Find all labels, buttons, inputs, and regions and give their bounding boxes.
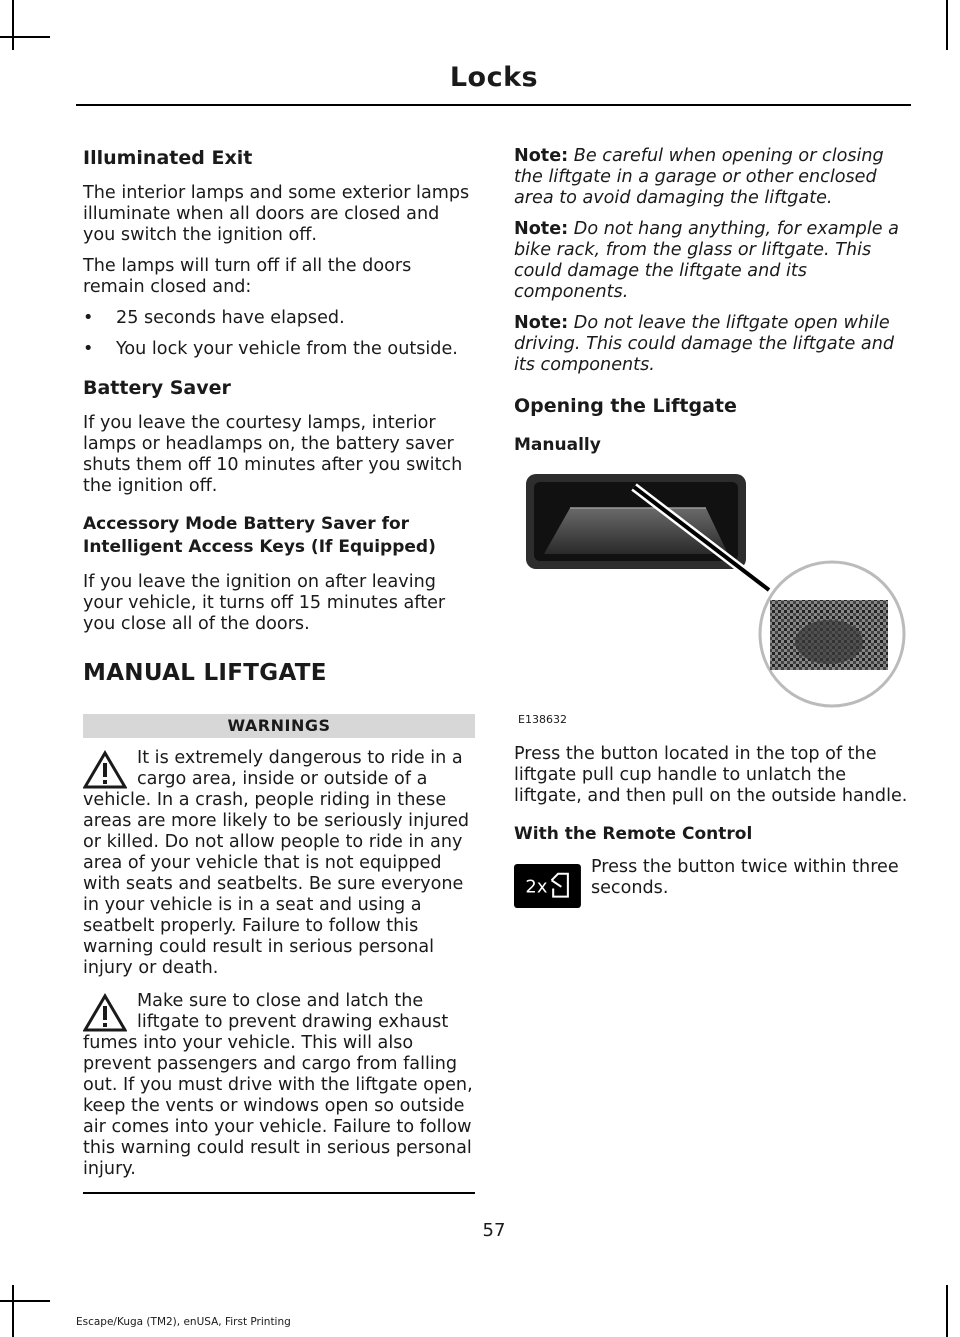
accessory-mode-p1: If you leave the ignition on after leaving your vehicle, it turns off 15 minutes after you close all of the doors. bbox=[83, 572, 446, 634]
note-1 bbox=[514, 146, 910, 209]
crop-mark bbox=[0, 1300, 50, 1302]
note-label: Note: bbox=[514, 313, 569, 333]
footer-edition: Escape/Kuga (TM2), enUSA, First Printing bbox=[76, 1316, 291, 1328]
remote-instruction-row bbox=[514, 859, 910, 913]
liftgate-remote-button-icon bbox=[514, 859, 581, 913]
note-label: Note: bbox=[514, 219, 569, 239]
crop-mark bbox=[946, 1285, 948, 1337]
warnings-bar: WARNINGS bbox=[83, 714, 475, 738]
liftgate-handle-figure bbox=[514, 472, 910, 732]
remote-control-heading: With the Remote Control bbox=[514, 824, 753, 844]
warning-2-text: Make sure to close and latch the liftgate to prevent drawing exhaust fumes into your vehicle. This will also prevent passengers and cargo from falling out. If you must drive with the liftgate open, keep the vents or windows open so outside air comes into your vehicle. Failure to follow this warning could result in serious personal injury. bbox=[83, 991, 473, 1179]
warning-triangle-icon bbox=[83, 993, 127, 1033]
note-2 bbox=[514, 219, 910, 303]
illuminated-exit-heading: Illuminated Exit bbox=[83, 147, 253, 169]
opening-liftgate-heading: Opening the Liftgate bbox=[514, 395, 737, 417]
crop-mark bbox=[0, 36, 50, 38]
manual-instructions: Press the button located in the top of the liftgate pull cup handle to unlatch the liftgate, and then pull on the outside handle. bbox=[514, 744, 908, 806]
note-label: Note: bbox=[514, 146, 569, 166]
left-column bbox=[83, 146, 475, 1194]
figure-code: E138632 bbox=[518, 713, 567, 726]
warnings-end-rule bbox=[83, 1192, 475, 1194]
remote-icon-label: 2x bbox=[525, 876, 548, 898]
page-number: 57 bbox=[482, 1220, 506, 1241]
note-text: Do not leave the liftgate open while driving. This could damage the liftgate and its components. bbox=[514, 313, 895, 375]
illuminated-exit-p1: The interior lamps and some exterior lamps illuminate when all doors are closed and you switch the ignition off. bbox=[83, 183, 470, 245]
liftgate-handle-illustration bbox=[514, 472, 910, 732]
list-item: • You lock your vehicle from the outside. bbox=[83, 339, 475, 360]
page-title: Locks bbox=[449, 62, 539, 93]
warning-1-text: It is extremely dangerous to ride in a cargo area, inside or outside of a vehicle. In a crash, people riding in these areas are more likely to be seriously injured or killed. Do not allow people to ride in any area of your vehicle that is not equipped with seats and seatbelts. Be sure everyone in your vehicle is in a seat and using a seatbelt properly. Failure to follow this warning could result in serious personal injury or death. bbox=[83, 748, 470, 978]
warning-1 bbox=[83, 748, 475, 979]
note-text: Do not hang anything, for example a bike rack, from the glass or liftgate. This could damage the liftgate and its components. bbox=[514, 219, 899, 302]
warning-2 bbox=[83, 991, 475, 1180]
battery-saver-heading: Battery Saver bbox=[83, 377, 231, 399]
accessory-mode-heading: Accessory Mode Battery Saver for Intelligent Access Keys (If Equipped) bbox=[83, 514, 436, 557]
right-column bbox=[514, 146, 910, 913]
header-divider bbox=[76, 104, 911, 106]
manually-heading: Manually bbox=[514, 435, 601, 455]
crop-mark bbox=[12, 1285, 14, 1337]
illuminated-exit-list bbox=[83, 308, 475, 360]
crop-mark bbox=[12, 0, 14, 50]
note-text: Be careful when opening or closing the liftgate in a garage or other enclosed area to avoid damaging the liftgate. bbox=[514, 146, 884, 208]
battery-saver-p1: If you leave the courtesy lamps, interior lamps or headlamps on, the battery saver shuts them off 10 minutes after you switch the ignition off. bbox=[83, 413, 463, 496]
note-3 bbox=[514, 313, 910, 376]
manual-liftgate-heading: MANUAL LIFTGATE bbox=[83, 660, 327, 686]
warning-triangle-icon bbox=[83, 750, 127, 790]
crop-mark bbox=[946, 0, 948, 50]
remote-instructions: Press the button twice within three seconds. bbox=[590, 857, 899, 898]
list-item: • 25 seconds have elapsed. bbox=[83, 308, 475, 329]
illuminated-exit-p2: The lamps will turn off if all the doors remain closed and: bbox=[83, 256, 412, 297]
